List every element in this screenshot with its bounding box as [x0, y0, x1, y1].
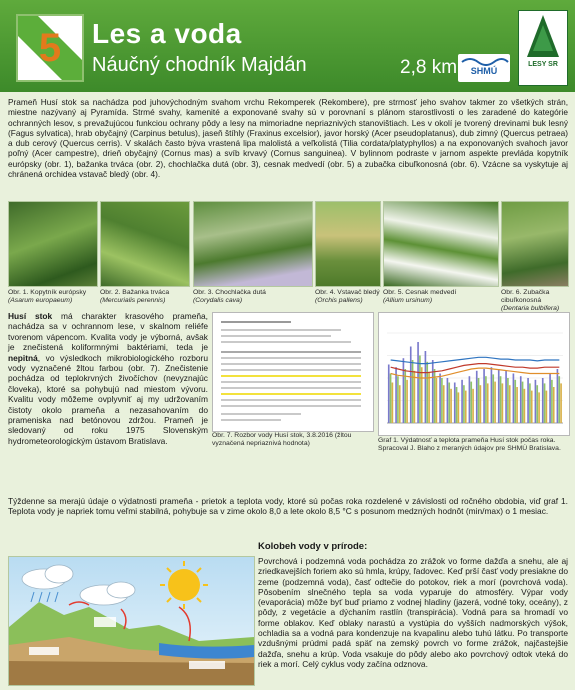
- chart-bar: [558, 376, 560, 423]
- chart-bar: [390, 374, 392, 424]
- chart-bar: [456, 387, 458, 423]
- chart-bar: [406, 380, 408, 423]
- chart-bar: [553, 387, 555, 423]
- lesy-logo-text: LESY SR: [528, 61, 558, 68]
- chart-bar: [476, 371, 478, 423]
- chart-bar: [513, 374, 515, 424]
- chart-bar: [507, 378, 509, 423]
- chart-bar: [439, 374, 441, 424]
- chart-bar: [426, 362, 428, 423]
- water-cycle-diagram: [8, 556, 255, 686]
- chart-bar: [388, 365, 390, 424]
- chart-bar: [428, 373, 430, 423]
- photo-caption-5: Obr. 5. Cesnak medvedí (Allium ursinum): [383, 289, 457, 304]
- chart-bar: [520, 376, 522, 423]
- chart-bar: [516, 387, 518, 423]
- chart-bar: [549, 374, 551, 424]
- water-cycle-illustration: [9, 557, 254, 685]
- chart-bar: [500, 376, 502, 423]
- chart-bar: [450, 389, 452, 423]
- photo-mercurialis: [100, 201, 190, 287]
- chart-bar: [417, 342, 419, 423]
- chart-bar: [505, 371, 507, 423]
- photo-allium: [383, 201, 499, 287]
- chart-line: [391, 368, 560, 378]
- chart-bar: [536, 385, 538, 423]
- chart-bar: [524, 389, 526, 423]
- photo-orchis: [315, 201, 381, 287]
- chart-bar: [412, 360, 414, 423]
- chart-bar: [404, 369, 406, 423]
- photo-caption-4: Obr. 4. Vstavač bledý (Orchis pallens): [315, 289, 380, 304]
- shmu-logo-text: SHMÚ: [470, 66, 498, 76]
- lesy-logo: [518, 10, 568, 86]
- chart-bar: [531, 391, 533, 423]
- water-cycle-heading: Kolobeh vody v prírode:: [258, 541, 368, 552]
- chart-bar: [546, 391, 548, 423]
- chart-bar: [419, 356, 421, 424]
- chart-bar: [522, 382, 524, 423]
- chart-bar: [463, 385, 465, 423]
- chart-line: [391, 357, 560, 363]
- chart-caption: Graf 1. Výdatnosť a teplota prameňa Husí stok počas roka. Spracoval J. Blaho z meraných údajov pre SHMÚ Bratislava.: [378, 437, 561, 452]
- chart-bar: [399, 385, 401, 423]
- chart-bar: [509, 385, 511, 423]
- chart-bar: [498, 369, 500, 423]
- photo-asarum: [8, 201, 98, 287]
- chart-bar: [492, 374, 494, 423]
- shmu-logo: [458, 54, 510, 82]
- chart-bar: [502, 383, 504, 423]
- photo-caption-2: Obr. 2. Bažanka trváca (Mercurialis perennis): [100, 289, 170, 304]
- chart-bar: [491, 367, 493, 423]
- chart-bar: [480, 385, 482, 423]
- chart-bar: [447, 378, 449, 423]
- chart-bar: [425, 351, 427, 423]
- chart-bar: [487, 383, 489, 423]
- spring-chart-svg: [379, 313, 569, 435]
- chart-bar: [397, 376, 399, 423]
- chart-bar: [421, 367, 423, 423]
- chart-bar: [483, 369, 485, 423]
- chart-bar: [410, 347, 412, 424]
- chart-bar: [478, 378, 480, 423]
- chart-bar: [454, 383, 456, 424]
- water-cycle-text: Povrchová i podzemná voda pochádza zo zrážok vo forme dažďa a snehu, ale aj zriedkavejších foriem ako sú hmla, krúpy, ľadovec. Keď prší časť vody presiakne do zeme (podzemná voda), časť odtečie do potokov, riek a morí (povrchová voda). Pôsobením slnečného tepla sa voda vyparuje do atmosféry. Výpar vody (evaporácia) môže byť buď priamo z vodnej hladiny (jazerá, vodné toky, oceány), z pôdy, z vegetácie a dýchaním rastlín (transpirácia). Vodná para sa hromadí vo forme oblakov. Keď oblaky narastú a vystúpia do vyšších nadmorských výšok, ochladia sa a vodná para kondenzuje na kvapalinu alebo tuhú látku. Po transporte vzdušnými prúdmi padá späť na zemský povrch vo forme zrážok, najčastejšie dažďa, snehu a krúp. Voda vsakuje do pôdy alebo ako povrchový odtok vteká do riek a morí. Celý cyklus vody začína odznova.: [258, 556, 568, 669]
- chart-bar: [544, 383, 546, 423]
- chart-bar: [560, 383, 562, 423]
- chart-bar: [465, 391, 467, 423]
- intro-paragraph: Prameň Husí stok sa nachádza pod juhovýchodným svahom vrchu Rekomperek (Rekombere), pre strmosť jeho svahov takmer zo všetkých strán, miestne nazývaný aj Pyramída. Strmé svahy, kamenité a exponované svahy sú v porovnaní s plánom starostlivosti o les zaradené do kategórie ochranných lesov, s prevažujúcou funkciou ochrany pôdy a lesy na mimoriadne nepriaznivých stanovištiach. Les v okolí je tvorený drevinami buk lesný (Fagus sylvatica), hrab obyčajný (Carpinus betulus), jaseň štíhly (Fraxinus excelsior), javor horský (Acer pseudoplatanus), dub zimný (Quercus petraea) a dub cerový (Quercus cerris). V skalách často býva vrastená lipa malolistá a veľkolistá (Tilia cordata/platyphyllos) a na exponovaných svahoch javor poľný (Acer campestre), drieň obyčajný (Cornus mas) a svíb krvavý (Cornus sanguinea). V bylinnom podraste v jarnom aspekte prevláda kopytník európsky (obr. 1), bažanka trváca (obr. 2), chochlačka dutá (obr. 3), cesnak medvedí (obr. 5) a zubačka cibuľkonosná (obr. 6). Vzácne sa vyskytuje aj chránená orchidea vstavač bledý (obr. 4).: [8, 97, 568, 180]
- photo-dentaria: [501, 201, 569, 287]
- chart-bar: [441, 378, 443, 423]
- chart-bar: [458, 392, 460, 423]
- chart-bar: [529, 383, 531, 423]
- page-title: Les a voda: [92, 18, 242, 49]
- chart-bar: [542, 378, 544, 423]
- chart-bar: [469, 376, 471, 423]
- wave-icon: [458, 54, 510, 66]
- photo-caption-3: Obr. 3. Chochlačka dutá (Corydalis cava): [193, 289, 266, 304]
- chart-bar: [472, 389, 474, 423]
- chart-bar: [470, 382, 472, 423]
- chart-bar: [403, 358, 405, 423]
- stop-number: 5: [38, 25, 62, 70]
- sun-icon: [168, 569, 200, 601]
- spring-chart: [378, 312, 570, 436]
- chart-bar: [557, 369, 559, 423]
- chart-bar: [448, 383, 450, 424]
- chart-bar: [538, 392, 540, 423]
- page-subtitle: Náučný chodník Majdán: [92, 54, 307, 76]
- chart-bar: [514, 380, 516, 423]
- chart-bar: [494, 382, 496, 423]
- trail-distance: 2,8 km: [400, 57, 458, 78]
- stream-paragraph-continued: Týždenne sa merajú údaje o výdatnosti prameňa - prietok a teplota vody, ktoré sú počas roka rozdelené v závislosti od ročného obdobia, viď graf 1. Teplota vody je napriek tomu veľmi stabilná, pohybuje sa v zime okolo 8,0 a lete okolo 8,5 °C s posunom medzných hodnôt (min/max) o 1 mesiac.: [8, 496, 568, 517]
- chart-bar: [527, 378, 529, 423]
- header-banner: [0, 0, 575, 92]
- chart-bar: [485, 376, 487, 423]
- chart-bar: [414, 371, 416, 423]
- chart-bar: [443, 385, 445, 423]
- chart-bar: [551, 380, 553, 423]
- chart-bar: [461, 380, 463, 423]
- document-caption: Obr. 7. Rozbor vody Husí stok, 3.8.2016 (žltou vyznačená nepriaznivá hodnota): [212, 432, 352, 447]
- chart-bar: [432, 360, 434, 423]
- stop-number-badge: [16, 14, 84, 82]
- water-analysis-document: [212, 312, 374, 432]
- stream-paragraph: Husí stok má charakter krasového prameňa, nachádza sa v ochrannom lese, v skalnom reliéfe tvorenom vápencom. Kvalita vody je výborná, avšak je znečistená koliformnými baktériami, teda je nepitná, vo výsledkoch mikrobiologického rozboru vody vyznačené žltou farbou (obr. 7). Znečistenie pochádza od teplokrvných živočíchov (nevyznajúc človeka), ktoré sa pohybujú nad miestom vývoru. Kvalitu vody môžeme ovplyvniť aj my udržovaním čistoty okolo prameňa a nezasahovaním do prameniska nad betónovou zdržou. Prameň je sledovaný od roku 1975 Slovenským hydrometeorologickým ústavom Bratislava.: [8, 311, 208, 446]
- chart-bar: [535, 380, 537, 423]
- photo-caption-6: Obr. 6. Zubačka cibuľkonosná (Dentaria bulbifera): [501, 289, 560, 312]
- chart-bar: [392, 383, 394, 424]
- chart-bar: [436, 378, 438, 423]
- tree-icon: [519, 11, 567, 61]
- photo-corydalis: [193, 201, 313, 287]
- photo-caption-1: Obr. 1. Kopytník európsky (Asarum europaeum): [8, 289, 87, 304]
